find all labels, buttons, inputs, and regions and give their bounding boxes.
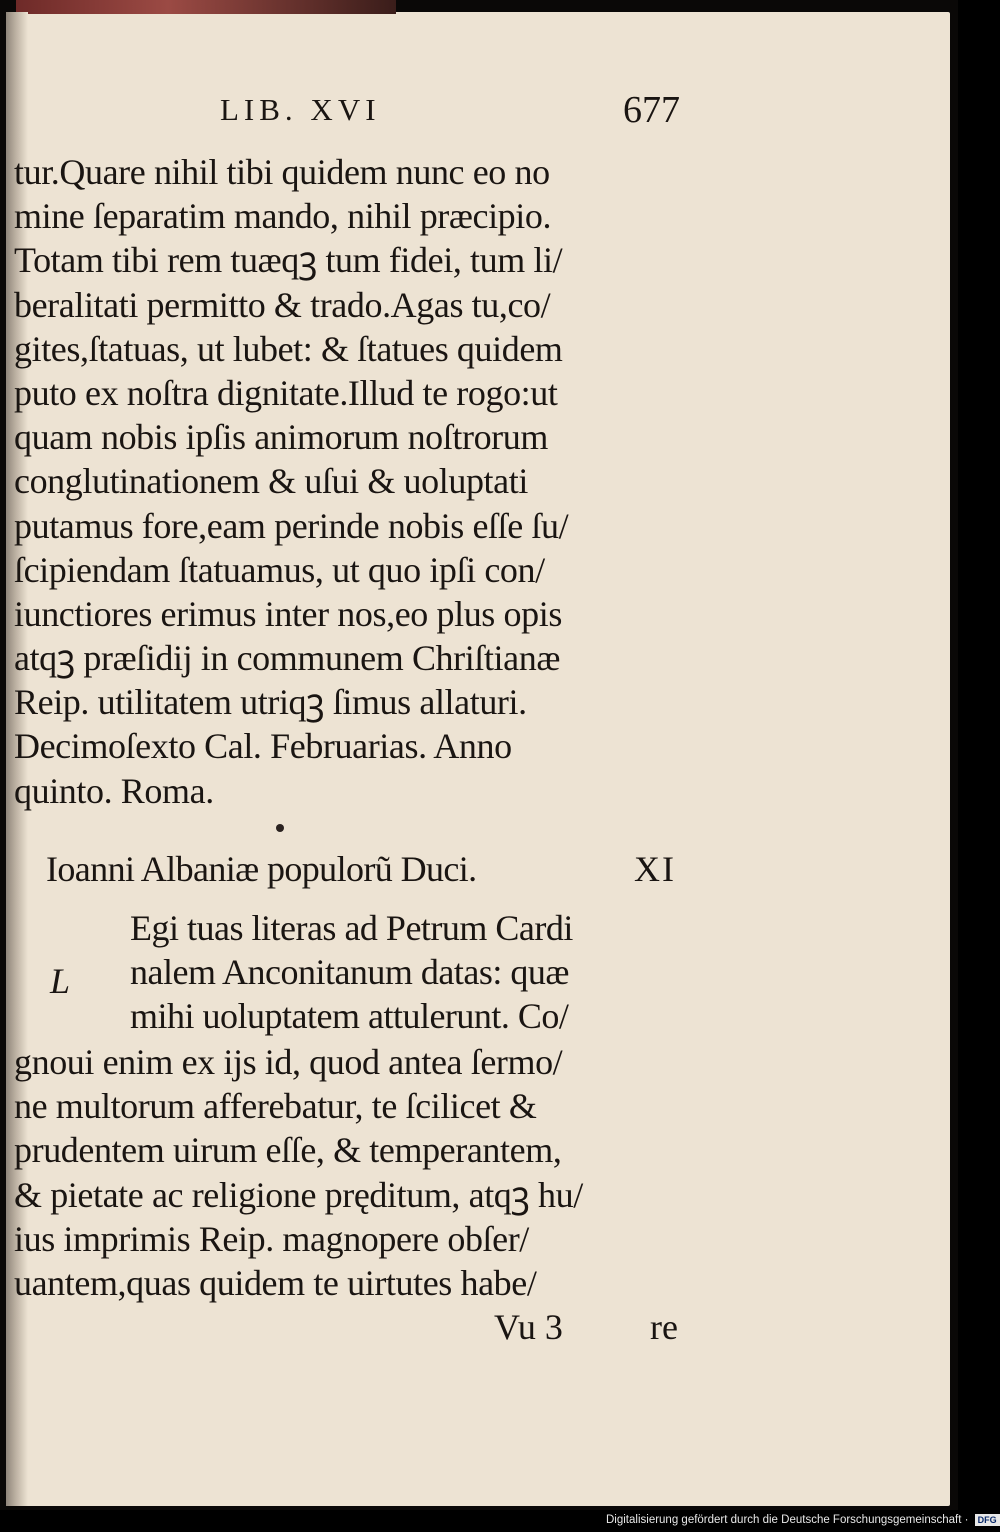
body-text-block <box>14 150 682 813</box>
text-line: Reip. utilitatem utriqꝫ ſimus allaturi. <box>14 682 527 723</box>
footer-text: Digitalisierung gefördert durch die Deutsche Forschungsgemeinschaft · <box>606 1514 969 1527</box>
text-line: tur.Quare nihil tibi quidem nunc eo no <box>14 152 550 192</box>
running-head-title: LIB. XVI <box>220 92 381 127</box>
text-line: mihi uoluptatem attulerunt. Co/ <box>130 996 569 1037</box>
text-line: conglutinationem & uſui & uoluptati <box>14 461 528 502</box>
letter-number: XI <box>634 849 676 889</box>
text-line: atqꝫ præſidij in communem Chriſtianæ <box>14 638 560 679</box>
binding-edge <box>16 0 396 14</box>
text-line: gites,ſtatuas, ut lubet: & ſtatues quidem <box>14 328 563 369</box>
initial-letter: L <box>50 961 71 1001</box>
text-line: quinto. Roma. <box>14 770 214 811</box>
text-line: ſcipiendam ſtatuamus, ut quo ipſi con/ <box>14 549 545 590</box>
text-line: ius imprimis Reip. magnopere obſer/ <box>14 1218 529 1259</box>
text-line: ne multorum afferebatur, te ſcilicet & <box>14 1086 537 1127</box>
continued-text-block <box>14 1040 682 1305</box>
dfg-logo: DFG <box>975 1514 1000 1526</box>
section-dot-ornament <box>276 824 284 832</box>
catchword: re <box>650 1307 678 1347</box>
text-line: putamus fore,eam perinde nobis eſſe ſu/ <box>14 505 569 546</box>
letter-heading <box>46 848 676 896</box>
text-line: Egi tuas literas ad Petrum Cardi <box>130 908 573 948</box>
catchword-line <box>494 1306 678 1350</box>
text-line: uantem,quas quidem te uirtutes habe/ <box>14 1262 537 1303</box>
text-line: Decimoſexto Cal. Februarias. Anno <box>14 726 512 767</box>
text-line: puto ex noſtra dignitate.Illud te rogo:ut <box>14 372 558 413</box>
running-head <box>220 89 680 132</box>
text-line: gnoui enim ex ijs id, quod antea ſermo/ <box>14 1042 563 1082</box>
indented-text-block <box>130 906 676 1039</box>
digitization-footer <box>606 1514 1000 1526</box>
page-number: 677 <box>623 89 680 131</box>
letter-heading-text: Ioanni Albaniæ populorũ Duci. <box>46 849 477 889</box>
text-line: mine ſeparatim mando, nihil præcipio. <box>14 196 552 237</box>
text-line: & pietate ac religione pręditum, atqꝫ hu/ <box>14 1174 583 1215</box>
text-line: prudentem uirum eſſe, & temperantem, <box>14 1130 562 1171</box>
text-line: quam nobis ipſis animorum noſtrorum <box>14 417 548 458</box>
text-line: iunctiores erimus inter nos,eo plus opis <box>14 593 562 634</box>
text-line: nalem Anconitanum datas: quæ <box>130 952 569 993</box>
text-line: beralitati permitto & trado.Agas tu,co/ <box>14 284 551 325</box>
text-line: Totam tibi rem tuæqꝫ tum fidei, tum li/ <box>14 240 563 281</box>
signature-mark: Vu 3 <box>494 1307 563 1347</box>
